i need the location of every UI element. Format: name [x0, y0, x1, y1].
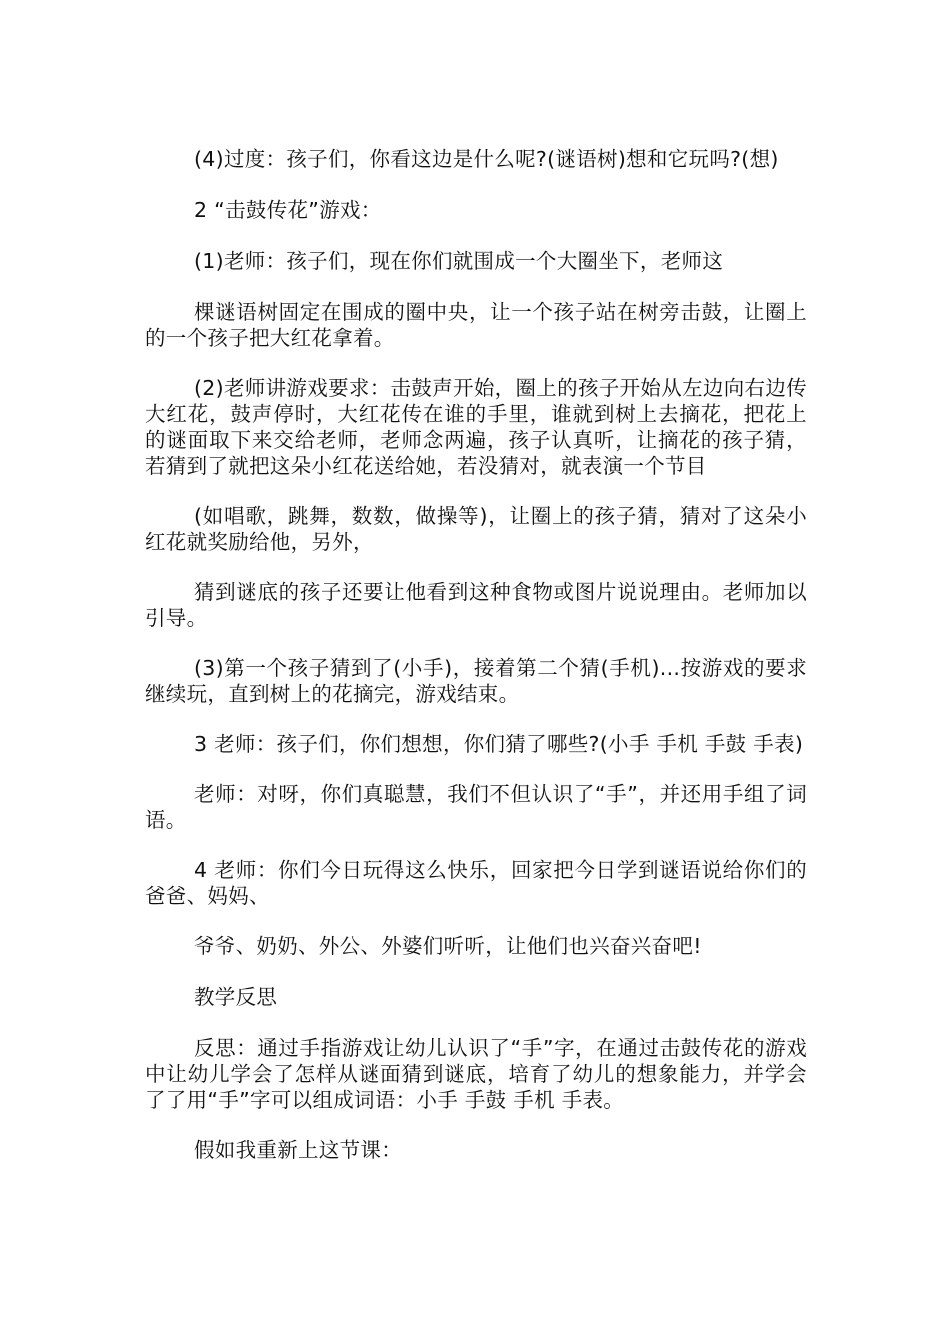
paragraph-reflection: 反思：通过手指游戏让幼儿认识了“手”字，在通过击鼓传花的游戏中让幼儿学会了怎样从谜面猜到谜底，培育了幼儿的想象能力，并学会了了用“手”字可以组成词语：小手 手鼓 手机 手表。: [145, 1036, 807, 1112]
paragraph-homework: 4 老师：你们今日玩得这么快乐，回家把今日学到谜语说给你们的爸爸、妈妈、: [145, 858, 807, 908]
paragraph-if-retaught: 假如我重新上这节课：: [194, 1138, 402, 1162]
paragraph-game-heading: 2 “击鼓传花”游戏：: [194, 198, 382, 222]
paragraph-performance: (如唱歌，跳舞，数数，做操等)，让圈上的孩子猜，猜对了这朵小红花就奖励给他，另外，: [145, 504, 807, 554]
paragraph-game-rules: (2)老师讲游戏要求：击鼓声开始，圈上的孩子开始从左边向右边传大红花，鼓声停时，大红花传在谁的手里，谁就到树上去摘花，把花上的谜面取下来交给老师，老师念两遍，孩子认真听，让摘花的孩子猜，若猜到了就把这朵小红花送给她，若没猜对，就表演一个节目: [145, 376, 807, 478]
paragraph-review-question: 3 老师：孩子们，你们想想，你们猜了哪些?(小手 手机 手鼓 手表): [194, 732, 804, 756]
paragraph-guess-reason: 猜到谜底的孩子还要让他看到这种食物或图片说说理由。老师加以引导。: [145, 580, 807, 630]
paragraph-teacher-praise: 老师：对呀，你们真聪慧，我们不但认识了“手”，并还用手组了词语。: [145, 782, 807, 832]
paragraph-continue-game: (3)第一个孩子猜到了(小手)，接着第二个猜(手机)...按游戏的要求继续玩，直到树上的花摘完，游戏结束。: [145, 656, 807, 706]
section-heading-reflection: 教学反思: [194, 985, 278, 1009]
paragraph-family: 爷爷、奶奶、外公、外婆们听听，让他们也兴奋兴奋吧!: [194, 934, 702, 958]
paragraph-teacher-instruction: (1)老师：孩子们，现在你们就围成一个大圈坐下，老师这: [194, 249, 724, 273]
paragraph-transition: (4)过度：孩子们，你看这边是什么呢?(谜语树)想和它玩吗?(想): [194, 147, 779, 171]
document-body: [145, 146, 807, 1188]
paragraph-riddle-tree: 棵谜语树固定在围成的圈中央，让一个孩子站在树旁击鼓，让圈上的一个孩子把大红花拿着。: [145, 300, 807, 350]
